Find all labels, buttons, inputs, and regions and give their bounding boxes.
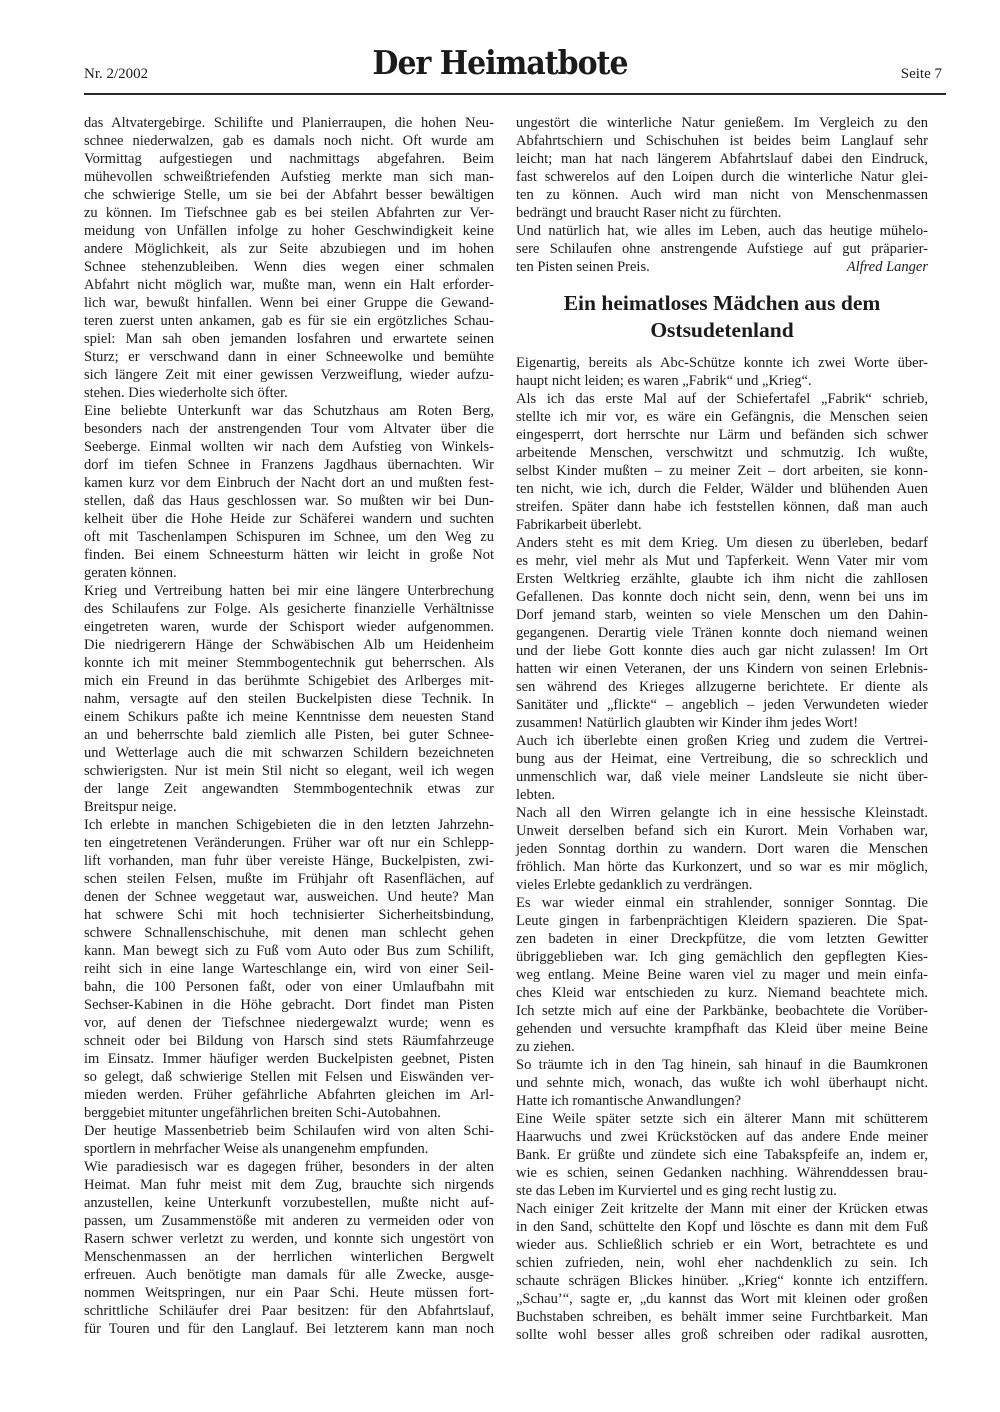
article-heading: [516, 290, 928, 344]
text-line: weg entlang. Meine Beine waren viel zu mager und mein einfa-: [516, 967, 928, 983]
text-line: schrittliche Schiläufer drei Paar besitzen: für den Abfahrtslauf,: [84, 1303, 494, 1319]
text-line: Eine beliebte Unterkunft war das Schutzhaus am Roten Berg,: [84, 403, 494, 419]
text-line: Seeberge. Einmal wollten wir nach dem Aufstieg von Winkels-: [84, 439, 494, 455]
text-line: schwierigsten. Nur ist mein Stil nicht so elegant, weil ich wegen: [84, 763, 494, 779]
text-line: kelheit über die Hohe Heide zur Schäferei wandern und suchten: [84, 511, 494, 527]
text-line: Auch ich überlebte einen großen Krieg und zudem die Vertrei-: [516, 733, 928, 749]
text-line: so gelegt, daß schwierige Stellen mit Felsen und Eiswänden ver-: [84, 1069, 494, 1085]
text-line: Sturz; er verschwand dann in einer Schneewolke und bemühte: [84, 349, 494, 365]
paragraph: [516, 222, 928, 276]
issue-number: Nr. 2/2002: [84, 66, 149, 82]
text-line: ten eingetretenen Veränderungen. Früher war oft nur ein Schlepp-: [84, 835, 494, 851]
text-line: Ich erlebte in manchen Schigebieten die in den letzten Jahrzehn-: [84, 817, 494, 833]
text-line: selbst Kinder mußten – zu meiner Zeit – dort arbeiten, sie konn-: [516, 463, 928, 479]
page-number: Seite 7: [900, 66, 942, 82]
text-line: sen während des Krieges allzugerne berichtete. Er diente als: [516, 679, 928, 695]
text-line: haupt nicht leiden; es waren „Fabrik“ und „Krieg“.: [516, 373, 812, 389]
text-line: oft mit Taschenlampen Schispuren im Schnee, um den Weg zu: [84, 529, 494, 545]
text-line: besonders nach der anstrengenden Tour vom Altvater über die: [84, 421, 494, 437]
text-line: finden. Bei einem Schneesturm hätten wir leicht in große Not: [84, 547, 494, 563]
text-line: wieder aus. Schließlich schrieb er ein Wort, betrachtete es und: [516, 1237, 928, 1253]
text-line: kann. Man bewegt sich zu Fuß vom Auto oder Bus zum Schilift,: [84, 943, 494, 959]
text-line: Fabrikarbeit überlebt.: [516, 517, 642, 533]
masthead-title: Der Heimatbote: [372, 44, 628, 83]
text-line: sere Schilaufen ohne anstrengende Aufstiege auf gut präparier-: [516, 241, 928, 257]
text-line: schnee niederwalzen, gab es damals noch nicht. Oft wurde am: [84, 133, 494, 149]
text-line: kamen kurz vor dem Einbruch der Nacht dort an und mußten fest-: [84, 475, 494, 491]
text-line: Als ich das erste Mal auf der Schiefertafel „Fabrik“ schrieb,: [516, 391, 928, 407]
text-line: gehenden und versuchte krampfhaft das Kleid über meine Beine: [516, 1021, 928, 1037]
text-line: sich längere Zeit mit einer gewissen Verzweiflung, wieder aufzu-: [84, 367, 494, 383]
text-line: Sechser-Kabinen in die Höhe gebracht. Dort findet man Pisten: [84, 997, 494, 1013]
text-line: fröhlich. Man hörte das Kurkonzert, und so war es mir möglich,: [516, 859, 928, 875]
paragraph: [516, 390, 928, 534]
text-line: Wie paradiesisch war es dagegen früher, besonders in der alten: [84, 1159, 494, 1175]
text-line: geraten können.: [84, 565, 177, 581]
paragraph: [84, 816, 494, 1122]
text-line: bung aus der Heimat, eine Vertreibung, die so schrecklich und: [516, 751, 928, 767]
text-line-fragment: ten Pisten seinen Preis.: [516, 259, 650, 275]
header-rule: [84, 93, 946, 95]
text-line: sportlern in mehrfacher Weise als unangenehm empfunden.: [84, 1141, 429, 1157]
paragraph: [516, 354, 928, 390]
text-line: ches Kleid war entschieden zu kurz. Niemand beachtete mich.: [516, 985, 928, 1001]
text-line: Es war wieder einmal ein strahlender, sonniger Sonntag. Die: [516, 895, 928, 911]
text-line: für Touren und für den Langlauf. Bei letzterem kann man noch: [84, 1321, 494, 1337]
text-line: streifen. Später dann habe ich feststellen können, daß man auch: [516, 499, 928, 515]
text-line: teren zuerst unten ankamen, gab es für sie ein ergötzliches Schau-: [84, 313, 494, 329]
right-column: [516, 114, 928, 1344]
text-line: Buchstaben schreiben, es behält immer seine Furchtbarkeit. Man: [516, 1309, 928, 1325]
text-line: reiht sich in eine lange Warteschlange ein, wird von einer Seil-: [84, 961, 494, 977]
text-line: Breitspur neige.: [84, 799, 177, 815]
text-line: Heimat. Man fuhr meist mit dem Zug, brauchte sich nirgends: [84, 1177, 494, 1193]
text-line: Krieg und Vertreibung hatten bei mir eine längere Unterbrechung: [84, 583, 494, 599]
text-line: Unweit derselben befand sich ein Kurort. Mein Vorhaben war,: [516, 823, 928, 839]
text-line: anzustellen, keine Unterkunft vorzubestellen, mußte nicht auf-: [84, 1195, 494, 1211]
author-signature: Alfred Langer: [846, 259, 928, 275]
text-line: mühevollen schweißtriefenden Aufstieg merkte man sich man-: [84, 169, 494, 185]
text-line: che schwierige Stelle, um sie bei der Abfahrt besser bewältigen: [84, 187, 494, 203]
text-line: erfreuen. Auch benötigte man damals für alle Zwecke, ausge-: [84, 1267, 494, 1283]
paragraph: [516, 1056, 928, 1110]
text-line: schwere Schnallenschischuhe, mit denen man schlecht gehen: [84, 925, 494, 941]
text-line: Nach all den Wirren gelangte ich in eine hessische Kleinstadt.: [516, 805, 928, 821]
text-line: Schnee stehenzubleiben. Wenn dies wegen einer schmalen: [84, 259, 494, 275]
text-line: eingetreten waren, wurde der Schisport wieder aufgenommen.: [84, 619, 494, 635]
text-line: meidung von Unfällen infolge zu hoher Geschwindigkeit keine: [84, 223, 494, 239]
text-line: zen badeten in einer Dreckpfütze, die vom letzten Gewitter: [516, 931, 928, 947]
text-line: Eigenartig, bereits als Abc-Schütze konnte ich zwei Worte über-: [516, 355, 928, 371]
text-line: Vormittag aufgestiegen und nachmittags abgefahren. Beim: [84, 151, 494, 167]
text-line: Nach einiger Zeit kritzelte der Mann mit einer der Krücken etwas: [516, 1201, 928, 1217]
text-line: konnte ich mit meiner Stemmbogentechnik gut beherrschen. Als: [84, 655, 494, 671]
text-line: das Altvatergebirge. Schilifte und Planierraupen, die hohen Neu-: [84, 115, 494, 131]
paragraph: [84, 1158, 494, 1338]
text-line: zu ziehen.: [516, 1039, 575, 1055]
text-line: dorf im tiefen Schnee in Franzens Jagdhaus übernachten. Wir: [84, 457, 494, 473]
text-line: im Einsatz. Immer häufiger werden Buckelpisten geebnet, Pisten: [84, 1051, 494, 1067]
text-line: schien zufrieden, nein, wohl eher nachdenklich zu sein. Ich: [516, 1255, 928, 1271]
text-line: nommen Weitspringen, nur ein Paar Schi. Heute müssen fort-: [84, 1285, 494, 1301]
text-line: ste das Leben im Kurviertel und es ging recht lustig zu.: [516, 1183, 837, 1199]
text-line: Der heutige Massenbetrieb beim Schilaufen wird von alten Schi-: [84, 1123, 494, 1139]
text-line: Anders steht es mit dem Krieg. Um diesen zu überleben, bedarf: [516, 535, 928, 551]
paragraph: [516, 1200, 928, 1344]
text-line: und sehnte mich, wonach, das wußte ich wohl überhaupt nicht.: [516, 1075, 928, 1091]
text-line: Dorf jemand starb, weinten so viele Menschen um den Dahin-: [516, 607, 928, 623]
text-line: stellte ich mir vor, es wäre ein Gefängnis, die Menschen seien: [516, 409, 928, 425]
text-line: stellen, daß das Haus geschlossen war. So mußten wir bei Dun-: [84, 493, 494, 509]
text-line: Haarwuchs und zwei Krückstöcken auf das andere Ende meiner: [516, 1129, 928, 1145]
text-line: passen, um Zusammenstöße mit anderen zu vermeiden oder von: [84, 1213, 494, 1229]
text-line: des Schilaufens zur Folge. Als gesicherte finanzielle Verhältnisse: [84, 601, 494, 617]
text-line: Bank. Er grüßte und zündete sich eine Tabakspfeife an, indem er,: [516, 1147, 928, 1163]
text-line: unmenschlich war, daß viele meiner Landsleute sie nicht über-: [516, 769, 928, 785]
text-line: lich war, bewußt hinfallen. Wenn bei einer Gruppe die Gewand-: [84, 295, 494, 311]
text-line: Ich setzte mich auf eine der Parkbänke, beobachtete die Vorüber-: [516, 1003, 928, 1019]
text-line: hatten wir einen Veteranen, der uns Kindern von seinen Erlebnis-: [516, 661, 928, 677]
text-line: fast schwerelos auf den Loipen durch die winterliche Natur glei-: [516, 169, 928, 185]
text-line: So träumte ich in den Tag hinein, sah hinauf in die Baumkronen: [516, 1057, 928, 1073]
paragraph: [516, 114, 928, 222]
text-line: Rasern schwer verletzt zu werden, und konnte sich ungestört von: [84, 1231, 494, 1247]
text-line: Ersten Weltkrieg erzählte, glaubte ich ihm nicht die zahllosen: [516, 571, 928, 587]
text-line: wie es schien, seinen Gedanken nachhing. Währenddessen brau-: [516, 1165, 928, 1181]
text-line: bedrängt und braucht Raser nicht zu fürchten.: [516, 205, 782, 221]
paragraph: [84, 1122, 494, 1158]
text-line: an und beherrschte bald ziemlich alle Pisten, bei guter Schnee-: [84, 727, 494, 743]
text-line: arbeitende Menschen, verschwitzt und schmutzig. Ich wußte,: [516, 445, 928, 461]
text-line: es mehr, viel mehr als Mut und Tapferkeit. Wenn Vater mir vom: [516, 553, 928, 569]
page-header: [0, 0, 1000, 112]
paragraph: [516, 804, 928, 894]
text-line: hat schwere Schi mit hoch technisierter Sicherheitsbindung,: [84, 907, 494, 923]
left-column: [84, 114, 494, 1344]
text-line: andere Möglichkeit, als zur Seite abzubiegen und im hohen: [84, 241, 494, 257]
text-line: Und natürlich hat, wie alles im Leben, auch das heutige mühelo-: [516, 223, 928, 239]
text-line: Leute gingen in farbenprächtigen Kleidern spazieren. Die Spat-: [516, 913, 928, 929]
text-line: Hatte ich romantische Anwandlungen?: [516, 1093, 742, 1109]
paragraph: [84, 402, 494, 582]
text-line: sollte wohl besser alles groß schreiben oder radikal ausrotten,: [516, 1327, 928, 1343]
text-line: mich ein Freund in das berühmte Schigebiet des Arlberges mit-: [84, 673, 494, 689]
paragraph: [516, 894, 928, 1056]
paragraph: [516, 534, 928, 732]
text-line: Gefallenen. Das konnte doch nicht sein, denn, wenn bei uns im: [516, 589, 928, 605]
paragraph: [84, 114, 494, 402]
text-line: berggebiet mitunter ungefährlichen breiten Schi-Autobahnen.: [84, 1105, 441, 1121]
text-line: in den Sand, schüttelte den Kopf und löschte es dann mit dem Fuß: [516, 1219, 928, 1235]
text-line: „Schau’“, sagte er, „du kannst das Wort mit kleinen oder großen: [516, 1291, 928, 1307]
text-line: denen der Schnee weggetaut war, ausweichen. Und heute? Man: [84, 889, 494, 905]
article-heading-line: Ostsudetenland: [650, 318, 794, 342]
text-line: gegangenen. Derartig viele Tränen konnte doch niemand weinen: [516, 625, 928, 641]
text-line: eingesperrt, dort herrschte nur Lärm und befänden sich schwer: [516, 427, 928, 443]
text-line: zusammen! Natürlich glaubten wir Kinder ihm jedes Wort!: [516, 715, 859, 731]
text-line: ungestört die winterliche Natur genießem. Im Vergleich zu den: [516, 115, 928, 131]
text-line: bahn, die 100 Personen faßt, oder von einer Umlaufbahn mit: [84, 979, 494, 995]
text-line: leicht; man hat nach längerem Abfahrtslauf dabei den Eindruck,: [516, 151, 928, 167]
article-heading-line: Ein heimatloses Mädchen aus dem: [563, 291, 881, 315]
text-line: schen steilen Felsen, mußte im Frühjahr oft Rasenflächen, auf: [84, 871, 494, 887]
paragraph: [84, 582, 494, 816]
text-line: der lange Zeit angewandten Stemmbogentechnik etwas zur: [84, 781, 494, 797]
paragraph: [516, 732, 928, 804]
text-line: Abfahrtschiern und Schischuhen ist beides beim Langlauf sehr: [516, 133, 928, 149]
paragraph: [516, 1110, 928, 1200]
article-columns: [84, 114, 928, 1344]
text-line: und der liebe Gott konnte dies auch gar nicht zulassen! Im Ort: [516, 643, 928, 659]
text-line: übriggeblieben war. Ich ging gemächlich den gepflegten Kies-: [516, 949, 928, 965]
text-line: Die niedrigerern Hänge der Schwäbischen Alb um Heidenheim: [84, 637, 494, 653]
text-line: Abfahrt nicht möglich war, mußte man, wenn ein Halt erforder-: [84, 277, 494, 293]
text-line: ten nicht, wie ich, durch die Felder, Wälder und blühenden Auen: [516, 481, 928, 497]
text-line: Sanitäter und „flickte“ – angeblich – jeden Verwundeten wieder: [516, 697, 928, 713]
text-line: vieles Erlebte gedanklich zu verdrängen.: [516, 877, 753, 893]
text-line: einem Schikurs paßte ich meine Kenntnisse dem neuesten Stand: [84, 709, 494, 725]
text-line: mieden werden. Früher gefährliche Abfahrten gleichen im Arl-: [84, 1087, 494, 1103]
text-line: [516, 258, 928, 276]
text-line: jeden Sonntag dorthin zu wandern. Dort waren die Menschen: [516, 841, 928, 857]
text-line: schaute schrägen Blickes hinüber. „Krieg“ konnte ich entziffern.: [516, 1273, 928, 1289]
text-line: Menschenmassen an der herrlichen winterlichen Bergwelt: [84, 1249, 494, 1265]
text-line: stehen. Dies wiederholte sich öfter.: [84, 385, 288, 401]
text-line: ten zu können. Auch wird man nicht von Menschenmassen: [516, 187, 928, 203]
text-line: schneit oder bei Bildung von Harsch sind stets Räumfahrzeuge: [84, 1033, 494, 1049]
text-line: lift vorhanden, man fuhr über vereiste Hänge, Buckelpisten, zwi-: [84, 853, 494, 869]
text-line: vor, auf denen der Tiefschnee niedergewalzt wurde; wenn es: [84, 1015, 494, 1031]
text-line: nahm, versagte auf den steilen Buckelpisten diese Technik. In: [84, 691, 494, 707]
text-line: Eine Weile später setzte sich ein älterer Mann mit schütterem: [516, 1111, 928, 1127]
text-line: lebten.: [516, 787, 556, 803]
text-line: und Wetterlage auch die mit schwarzen Schildern bezeichneten: [84, 745, 494, 761]
text-line: spiel: Man sah oben jemanden losfahren und erwartete seinen: [84, 331, 494, 347]
text-line: zu können. Im Tiefschnee gab es bei steilen Abfahrten zur Ver-: [84, 205, 494, 221]
